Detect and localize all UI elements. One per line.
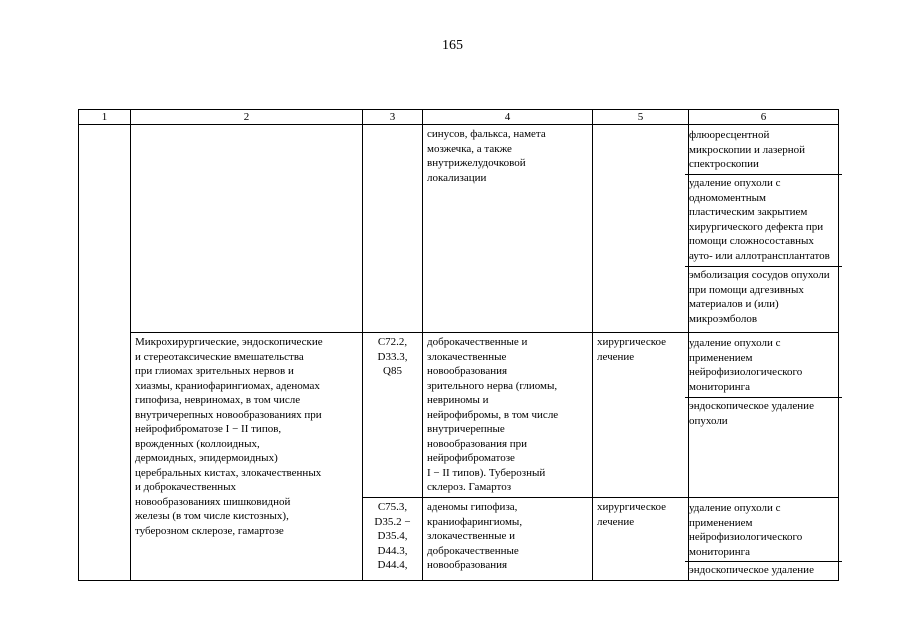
- column-header-4: 4: [423, 110, 593, 125]
- cell-col6: [689, 333, 839, 498]
- page-number: 165: [442, 38, 463, 53]
- cell-col4: [423, 498, 593, 581]
- medical-procedures-table: [78, 109, 839, 581]
- method-item: удаление опухоли с одномоментным пластическим закрытием хирургического дефекта при помощи сложносоставных ауто- или аллотрансплантатов: [685, 175, 842, 267]
- column-header-1: 1: [79, 110, 131, 125]
- cell-col3: [363, 125, 423, 333]
- cell-col6: [689, 498, 839, 581]
- method-item: удаление опухоли с применением нейрофизиологического мониторинга: [685, 335, 842, 398]
- column-header-3: 3: [363, 110, 423, 125]
- intervention-description: Микрохирургические, эндоскопические и стереотаксические вмешательства при глиомах зрительных нервов и хиазмы, краниофарингиомах, аденомах гипофиза, невриномах, в том числе внутричерепных новообразованиях при нейрофиброматозе I − II типов, врожденных (коллоидных, дермоидных, эпидермоидных) церебральных кистах, злокачественных и доброкачественных новообразованиях шишковидной железы (в том числе кистозных), туберозном склерозе, гамартозе: [135, 336, 323, 537]
- table-row: [79, 125, 839, 333]
- method-item: эмболизация сосудов опухоли при помощи адгезивных материалов и (или) микроэмболов: [689, 269, 830, 325]
- treatment-type: хирургическое лечение: [597, 501, 667, 528]
- method-item: эндоскопическое удаление опухоли: [689, 400, 814, 427]
- cell-col6: [689, 125, 839, 333]
- cell-col4: [423, 333, 593, 498]
- icd-codes: C75.3, D35.2 − D35.4, D44.3, D44.4,: [374, 501, 411, 571]
- diagnosis-description: доброкачественные и злокачественные новообразования зрительного нерва (глиомы, невриномы и нейрофибромы, в том числе внутричерепные новообразования при нейрофиброматозе I − II типов). Туберозный склероз. Гамартоз: [427, 336, 559, 493]
- method-description: синусов, фалькса, намета мозжечка, а также внутрижелудочковой локализации: [427, 128, 546, 184]
- method-item: удаление опухоли с применением нейрофизиологического мониторинга: [685, 500, 842, 562]
- column-header-6: 6: [689, 110, 839, 125]
- cell-col3: [363, 333, 423, 498]
- cell-col2: [131, 333, 363, 581]
- cell-col4: [423, 125, 593, 333]
- method-item: флюоресцентной микроскопии и лазерной спектроскопии: [685, 127, 842, 175]
- table-header-row: [79, 110, 839, 125]
- column-header-2: 2: [131, 110, 363, 125]
- cell-col5: [593, 333, 689, 498]
- cell-col2: [131, 125, 363, 333]
- cell-col5: [593, 498, 689, 581]
- method-item: эндоскопическое удаление: [689, 564, 814, 576]
- cell-col3: [363, 498, 423, 581]
- diagnosis-description: аденомы гипофиза, краниофарингиомы, злокачественные и доброкачественные новообразования: [427, 501, 523, 571]
- table-row: [79, 333, 839, 498]
- icd-codes: C72.2, D33.3, Q85: [377, 336, 408, 377]
- column-header-5: 5: [593, 110, 689, 125]
- cell-col1: [79, 125, 131, 581]
- cell-col5: [593, 125, 689, 333]
- treatment-type: хирургическое лечение: [597, 336, 667, 363]
